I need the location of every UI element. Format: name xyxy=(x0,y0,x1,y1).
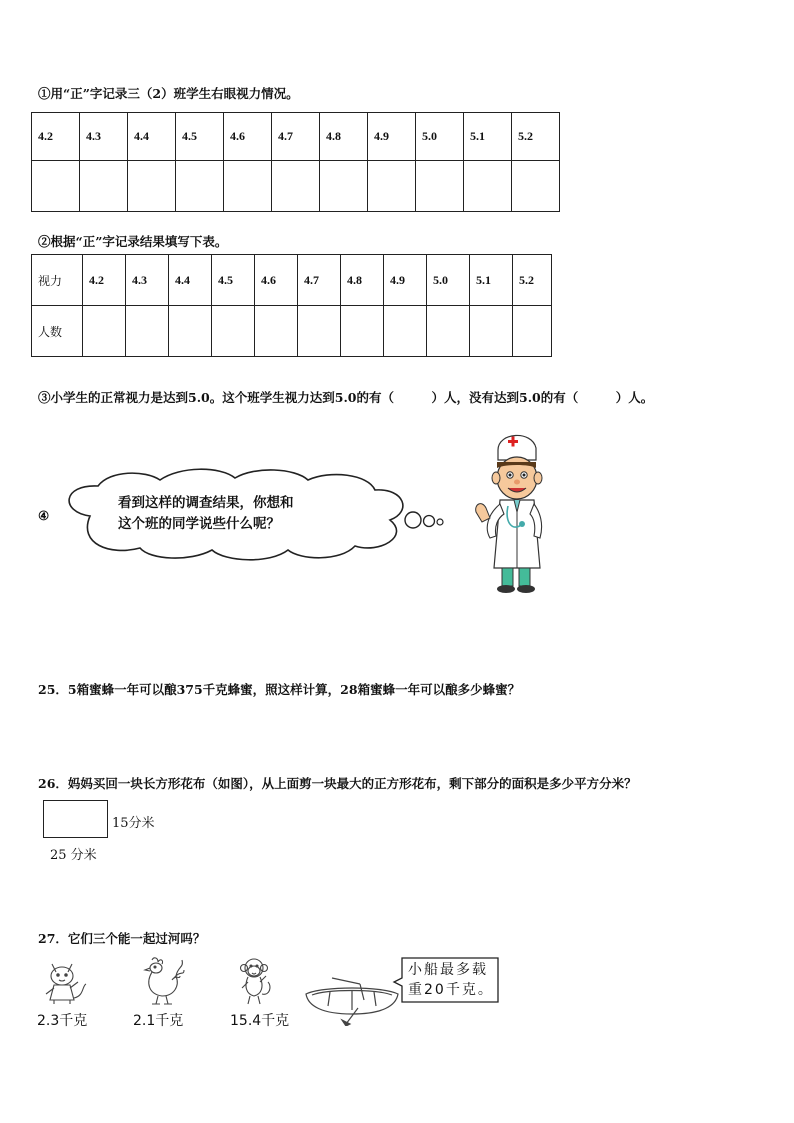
thought-bubble-text xyxy=(118,493,294,535)
q1-record-table xyxy=(31,112,560,212)
q1-value-cell: 4.6 xyxy=(224,113,272,161)
boat-icon xyxy=(302,974,402,1026)
cat-icon xyxy=(42,958,88,1006)
cloth-rectangle xyxy=(43,800,108,838)
q2-count-cell[interactable] xyxy=(255,306,298,357)
q1-tally-cell[interactable] xyxy=(32,161,80,212)
q2-value-cell: 4.2 xyxy=(83,255,126,306)
q2-count-table xyxy=(31,254,552,357)
q1-tally-cell[interactable] xyxy=(368,161,416,212)
q1-prompt: ①用“正”字记录三（2）班学生右眼视力情况。 xyxy=(38,86,299,101)
boat-capacity-note xyxy=(408,960,494,1000)
q2-value-cell: 5.0 xyxy=(427,255,470,306)
q1-value-cell: 5.0 xyxy=(416,113,464,161)
monkey-icon xyxy=(238,956,274,1006)
q2-value-cell: 4.9 xyxy=(384,255,427,306)
cat-weight: 2.3千克 xyxy=(37,1013,88,1029)
q2-count-cell[interactable] xyxy=(83,306,126,357)
q2-value-cell: 5.2 xyxy=(513,255,552,306)
q2-count-cell[interactable] xyxy=(513,306,552,357)
q1-tally-cell[interactable] xyxy=(224,161,272,212)
q2-count-cell[interactable] xyxy=(470,306,513,357)
q1-value-cell: 4.3 xyxy=(80,113,128,161)
q2-value-cell: 4.5 xyxy=(212,255,255,306)
q2-count-cell[interactable] xyxy=(212,306,255,357)
q2-row-header-count: 人数 xyxy=(32,306,83,357)
q1-value-cell: 5.1 xyxy=(464,113,512,161)
q27-prompt: 27．它们三个能一起过河吗？ xyxy=(38,931,206,946)
q1-value-cell: 4.2 xyxy=(32,113,80,161)
q2-value-cell: 4.8 xyxy=(341,255,384,306)
monkey-weight: 15.4千克 xyxy=(230,1013,290,1029)
doctor-icon xyxy=(470,428,560,600)
q1-tally-cell[interactable] xyxy=(80,161,128,212)
q1-tally-cell[interactable] xyxy=(128,161,176,212)
q2-row-header-vision: 视力 xyxy=(32,255,83,306)
height-label: 15分米 xyxy=(112,816,155,831)
q1-tally-cell[interactable] xyxy=(464,161,512,212)
q2-count-cell[interactable] xyxy=(298,306,341,357)
q2-value-cell: 4.3 xyxy=(126,255,169,306)
thought-bubble-line: 这个班的同学说些什么呢？ xyxy=(118,516,280,532)
q2-value-cell: 4.7 xyxy=(298,255,341,306)
q1-tally-cell[interactable] xyxy=(416,161,464,212)
q1-tally-cell[interactable] xyxy=(320,161,368,212)
q2-count-cell[interactable] xyxy=(384,306,427,357)
q25-prompt: 25．5箱蜜蜂一年可以酿375千克蜂蜜，照这样计算，28箱蜜蜂一年可以酿多少蜂蜜？ xyxy=(38,682,521,697)
q2-count-cell[interactable] xyxy=(169,306,212,357)
q2-prompt: ②根据“正”字记录结果填写下表。 xyxy=(38,234,228,249)
q1-value-cell: 4.7 xyxy=(272,113,320,161)
rooster-weight: 2.1千克 xyxy=(133,1013,184,1029)
boat-note-line: 重20千克。 xyxy=(408,982,494,998)
q1-value-cell: 4.4 xyxy=(128,113,176,161)
q3-prompt: ③小学生的正常视力是达到5.0。这个班学生视力达到5.0的有（ ）人，没有达到5.0的有（ ）人。 xyxy=(38,390,654,405)
q2-value-cell: 5.1 xyxy=(470,255,513,306)
q1-tally-cell[interactable] xyxy=(272,161,320,212)
boat-note-line: 小船最多载 xyxy=(408,962,488,978)
q1-value-cell: 5.2 xyxy=(512,113,560,161)
q1-tally-cell[interactable] xyxy=(176,161,224,212)
q4-marker: ④ xyxy=(38,508,50,523)
q2-count-cell[interactable] xyxy=(427,306,470,357)
q26-prompt: 26．妈妈买回一块长方形花布（如图），从上面剪一块最大的正方形花布，剩下部分的面积是多少平方分米？ xyxy=(38,776,637,791)
q1-value-cell: 4.9 xyxy=(368,113,416,161)
rooster-icon xyxy=(140,956,186,1006)
q1-value-cell: 4.8 xyxy=(320,113,368,161)
q1-tally-cell[interactable] xyxy=(512,161,560,212)
width-label: 25 分米 xyxy=(50,848,97,863)
q2-value-cell: 4.6 xyxy=(255,255,298,306)
q2-value-cell: 4.4 xyxy=(169,255,212,306)
thought-bubble-line: 看到这样的调查结果，你想和 xyxy=(118,495,294,511)
q2-count-cell[interactable] xyxy=(126,306,169,357)
q1-value-cell: 4.5 xyxy=(176,113,224,161)
q2-count-cell[interactable] xyxy=(341,306,384,357)
